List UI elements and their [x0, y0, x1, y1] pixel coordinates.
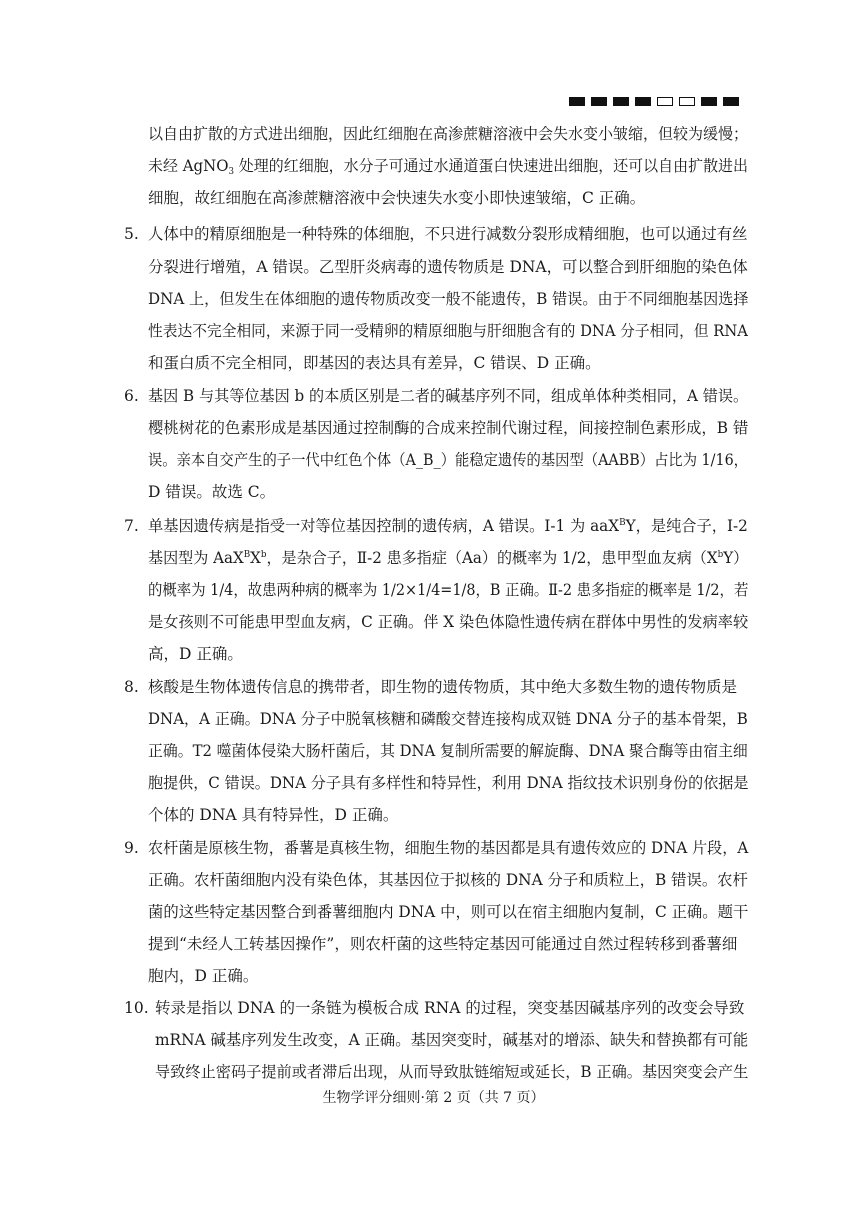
item-6-line-1: 基因 B 与其等位基因 b 的本质区别是二者的碱基序列不同，组成单体种类相同，A 错误。	[148, 387, 749, 405]
marker-block	[635, 97, 651, 106]
item-8-line-4: 胞提供，C 错误。DNA 分子具有多样性和特异性，利用 DNA 指纹技术识别身份的依据是	[148, 774, 749, 792]
item-8-line-3: 正确。T2 噬菌体侵染大肠杆菌后，其 DNA 复制所需要的解旋酶、DNA 聚合酶等由宿主细	[148, 742, 748, 760]
item-9-line-1: 农杆菌是原核生物，番薯是真核生物，细胞生物的基因都是具有遗传效应的 DNA 片段，A	[148, 839, 749, 857]
item-10-line-1: 转录是指以 DNA 的一条链为模板合成 RNA 的过程，突变基因碱基序列的改变会导致	[155, 999, 745, 1017]
marker-block	[569, 97, 585, 106]
item-number: 7.	[124, 517, 139, 535]
item-number: 10.	[124, 999, 149, 1017]
item-10-line-2: mRNA 碱基序列发生改变，A 正确。基因突变时，碱基对的增添、缺失和替换都有可能	[155, 1031, 749, 1049]
item-number: 5.	[124, 225, 139, 243]
marker-block	[701, 97, 717, 106]
item-7-line-3: 的概率为 1/4，故患两种病的概率为 1/2×1/4=1/8，B 正确。Ⅱ-2 患多指症的概率是 1/2，若	[148, 581, 749, 599]
item-9-line-5: 胞内，D 正确。	[148, 967, 259, 985]
item-9-line-2: 正确。农杆菌细胞内没有染色体，其基因位于拟核的 DNA 分子和质粒上，B 错误。农杆	[148, 871, 748, 889]
page-marker-strip	[569, 97, 739, 106]
item-6-line-3: 误。亲本自交产生的子一代中红色个体（A_B_）能稳定遗传的基因型（AABB）占比为 1/16，	[148, 451, 748, 469]
item-8-line-1: 核酸是生物体遗传信息的携带者，即生物的遗传物质，其中绝大多数生物的遗传物质是	[148, 678, 738, 696]
page-footer: 生物学评分细则·第 2 页（共 7 页）	[322, 1090, 545, 1106]
item-5-line-3: DNA 上，但发生在体细胞的遗传物质改变一般不能遗传，B 错误。由于不同细胞基因选择	[148, 290, 749, 308]
item-9-line-4: 提到“未经人工转基因操作”，则农杆菌的这些特定基因可能通过自然过程转移到番薯细	[148, 935, 738, 953]
item-9-line-3: 菌的这些特定基因整合到番薯细胞内 DNA 中，则可以在宿主细胞内复制，C 正确。题干	[148, 903, 749, 921]
item-8-line-5: 个体的 DNA 具有特异性，D 正确。	[148, 806, 399, 824]
item-7-line-4: 是女孩则不可能患甲型血友病，C 正确。伴 X 染色体隐性遗传病在群体中男性的发病率较	[148, 613, 749, 631]
item-7-line-1: 单基因遗传病是指受一对等位基因控制的遗传病，A 错误。Ⅰ-1 为 aaX$^B$Y，是纯合子，Ⅰ-2	[148, 517, 748, 535]
marker-block-empty	[679, 97, 695, 106]
item-5-line-4: 性表达不完全相同，来源于同一受精卵的精原细胞与肝细胞含有的 DNA 分子相同，但 RNA	[148, 322, 748, 340]
item-5-line-5: 和蛋白质不完全相同，即基因的表达具有差异，C 错误、D 正确。	[148, 354, 601, 372]
item-7-line-2: 基因型为 $AaX^BX^b$，是杂合子，Ⅱ-2 患多指症（Aa）的概率为 1/2，患甲型血友病$(X^bY)$	[148, 549, 749, 567]
marker-block	[613, 97, 629, 106]
intro-line-2: 未经 AgNO$_3$ 处理的红细胞，水分子可通过水通道蛋白快速进出细胞，还可以自由扩散进出	[148, 157, 748, 177]
item-number: 8.	[124, 678, 139, 696]
item-5-line-2: 分裂进行增殖，A 错误。乙型肝炎病毒的遗传物质是 DNA，可以整合到肝细胞的染色体	[148, 258, 748, 276]
item-6-line-2: 樱桃树花的色素形成是基因通过控制酶的合成来控制代谢过程，间接控制色素形成，B 错	[148, 419, 749, 437]
marker-block	[591, 97, 607, 106]
marker-block-empty	[657, 97, 673, 106]
item-8-line-2: DNA，A 正确。DNA 分子中脱氧核糖和磷酸交替连接构成双链 DNA 分子的基本骨架，B	[148, 710, 748, 728]
item-number: 9.	[124, 839, 139, 857]
item-7-line-5: 高，D 正确。	[148, 645, 243, 663]
marker-block	[723, 97, 739, 106]
item-10-line-3: 导致终止密码子提前或者滞后出现，从而导致肽链缩短或延长，B 正确。基因突变会产生	[155, 1063, 749, 1081]
intro-line-3: 细胞，故红细胞在高渗蔗糖溶液中会快速失水变小即快速皱缩，C 正确。	[148, 189, 646, 207]
intro-line-1: 以自由扩散的方式进出细胞，因此红细胞在高渗蔗糖溶液中会失水变小皱缩，但较为缓慢；	[148, 125, 749, 143]
item-6-line-4: D 错误。故选 C。	[148, 483, 276, 501]
item-number: 6.	[124, 387, 139, 405]
item-5-line-1: 人体中的精原细胞是一种特殊的体细胞，不只进行减数分裂形成精细胞，也可以通过有丝	[148, 225, 748, 243]
